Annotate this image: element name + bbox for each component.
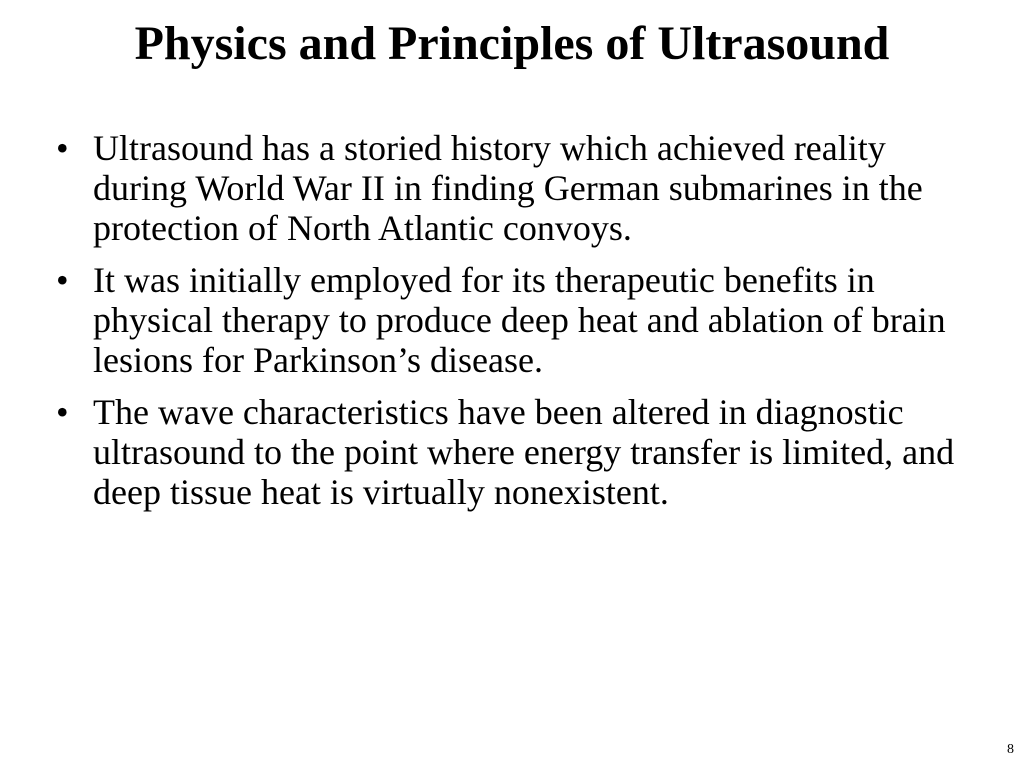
bullet-text: It was initially employed for its therapeutic benefits in physical therapy to produce deep heat and ablation of brain lesions for Parkinson’s disease.: [93, 260, 946, 380]
bullet-text: The wave characteristics have been altered in diagnostic ultrasound to the point where energy transfer is limited, and deep tissue heat is virtually nonexistent.: [93, 392, 955, 512]
page-number: 8: [1007, 742, 1014, 757]
bullet-icon: •: [56, 128, 69, 168]
bullet-item: [56, 260, 956, 380]
bullet-text: Ultrasound has a storied history which achieved reality during World War II in finding German submarines in the protection of North Atlantic convoys.: [93, 128, 923, 248]
bullet-item: [56, 392, 956, 512]
bullet-list: [56, 128, 956, 524]
bullet-item: [56, 128, 956, 248]
bullet-icon: •: [56, 260, 69, 300]
bullet-icon: •: [56, 392, 69, 432]
slide-title: Physics and Principles of Ultrasound: [134, 17, 890, 70]
